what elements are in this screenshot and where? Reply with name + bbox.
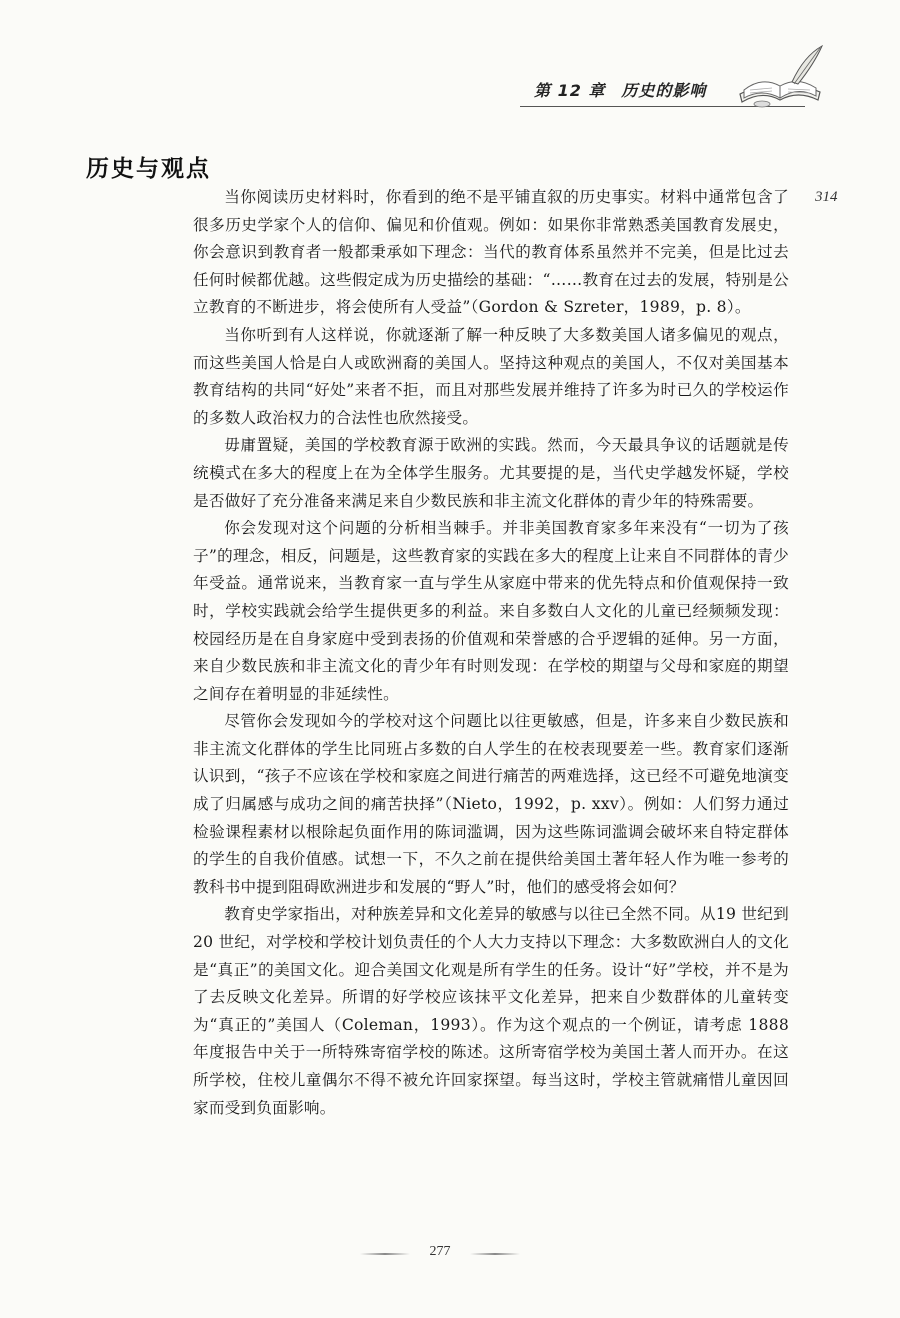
footer-ornament-right: [470, 1253, 520, 1255]
paragraph: 毋庸置疑，美国的学校教育源于欧洲的实践。然而，今天最具争议的话题就是传统模式在多大的程度上在为全体学生服务。尤其要提的是，当代史学越发怀疑，学校是否做好了充分准备来满足来自少数民族和非主流文化群体的青少年的特殊需要。: [193, 436, 789, 510]
paragraph: 你会发现对这个问题的分析相当棘手。并非美国教育家多年来没有“一切为了孩子”的理念，相反，问题是，这些教育家的实践在多大的程度上让来自不同群体的青少年受益。通常说来，当教育家一直与学生从家庭中带来的优先特点和价值观保持一致时，学校实践就会给学生提供更多的利益。来自多数白人文化的儿童已经频频发现：校园经历是在自身家庭中受到表扬的价值观和荣誉感的合乎逻辑的延伸。另一方面，来自少数民族和非主流文化的青少年有时则发现：在学校的期望与父母和家庭的期望之间存在着明显的非延续性。: [193, 519, 789, 703]
chapter-number: 第 12 章: [534, 81, 606, 100]
page-number: 277: [429, 1244, 451, 1259]
page-footer: [360, 1242, 520, 1266]
chapter-title: 历史的影响: [621, 81, 707, 100]
section-title: 历史与观点: [86, 156, 211, 182]
margin-page-reference: 314: [815, 189, 838, 205]
header-text: [534, 78, 722, 101]
paragraph: 当你阅读历史材料时，你看到的绝不是平铺直叙的历史事实。材料中通常包含了很多历史学家个人的信仰、偏见和价值观。例如：如果你非常熟悉美国教育发展史，你会意识到教育者一般都秉承如下理念：当代的教育体系虽然并不完美，但是比过去任何时候都优越。这些假定成为历史描绘的基础：“……教育在过去的发展，特别是公立教育的不断进步，将会使所有人受益”（Gordon & Szreter，1989，p. 8）。: [193, 188, 789, 317]
paragraph: 尽管你会发现如今的学校对这个问题比以往更敏感，但是，许多来自少数民族和非主流文化群体的学生比同班占多数的白人学生的在校表现要差一些。教育家们逐渐认识到，“孩子不应该在学校和家庭之间进行痛苦的两难选择，这已经不可避免地演变成了归属感与成功之间的痛苦抉择”（Nieto，1992，p. xxv）。例如：人们努力通过检验课程素材以根除起负面作用的陈词滥调，因为这些陈词滥调会破坏来自特定群体的学生的自我价值感。试想一下，不久之前在提供给美国土著年轻人作为唯一参考的教科书中提到阻碍欧洲进步和发展的“野人”时，他们的感受将会如何？: [193, 712, 789, 896]
running-header: [520, 72, 820, 112]
open-book-quill-icon: [732, 42, 827, 110]
paragraph: 当你听到有人这样说，你就逐渐了解一种反映了大多数美国人诸多偏见的观点，而这些美国人恰是白人或欧洲裔的美国人。坚持这种观点的美国人，不仅对美国基本教育结构的共同“好处”来者不拒，而且对那些发展并维持了许多为时已久的学校运作的多数人政治权力的合法性也欣然接受。: [193, 325, 789, 427]
paragraph: 教育史学家指出，对种族差异和文化差异的敏感与以往已全然不同。从19 世纪到 20 世纪，对学校和学校计划负责任的个人大力支持以下理念：大多数欧洲白人的文化是“真正”的美国文化。迎合美国文化观是所有学生的任务。设计“好”学校，并不是为了去反映文化差异。所谓的好学校应该抹平文化差异，把来自少数群体的儿童转变为“真正的”美国人（Coleman，1993）。作为这个观点的一个例证，请考虑 1888 年度报告中关于一所特殊寄宿学校的陈述。这所寄宿学校为美国土著人而开办。在这所学校，住校儿童偶尔不得不被允许回家探望。每当这时，学校主管就痛惜儿童因回家而受到负面影响。: [193, 905, 789, 1117]
body-text: [193, 184, 789, 1122]
